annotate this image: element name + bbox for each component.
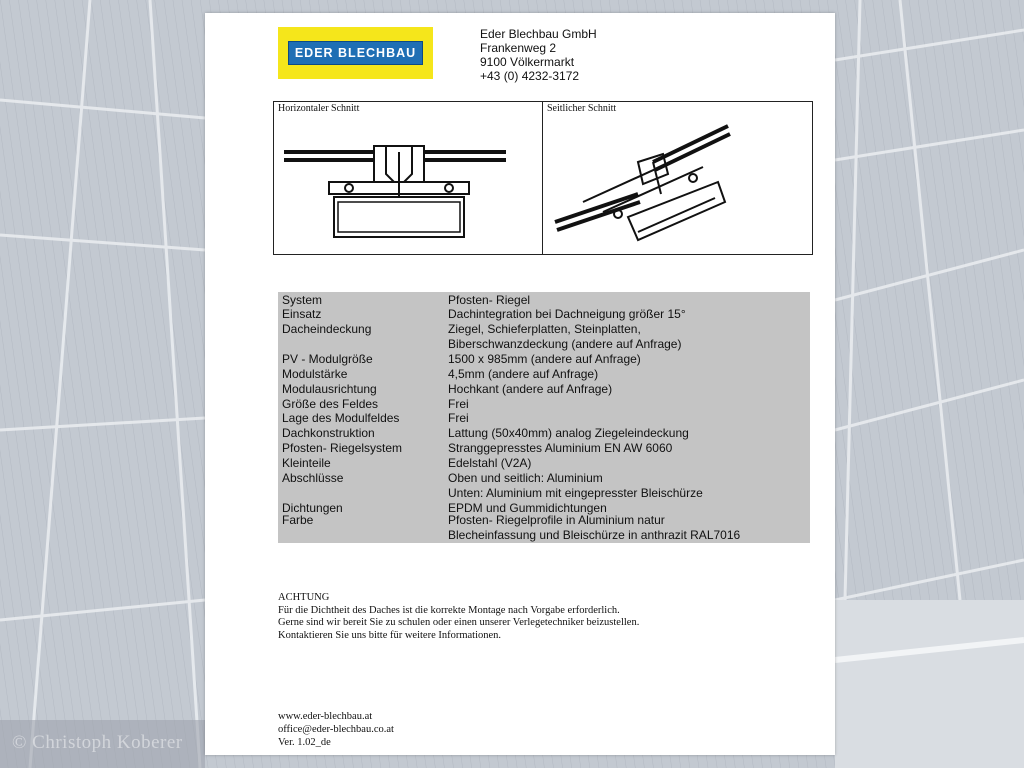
- spec-label: Größe des Feldes: [282, 397, 379, 411]
- spec-value: Dachintegration bei Dachneigung größer 15°: [448, 307, 686, 321]
- notice-line: Gerne sind wir bereit Sie zu schulen oder einen unserer Verlegetechniker beizustellen.: [278, 617, 640, 629]
- company-phone: +43 (0) 4232-3172: [480, 69, 580, 83]
- company-street: Frankenweg 2: [480, 41, 557, 55]
- spec-value: Oben und seitlich: Aluminium: [448, 471, 603, 485]
- spec-value: Pfosten- Riegelprofile in Aluminium natur: [448, 513, 665, 527]
- spec-value: 1500 x 985mm (andere auf Anfrage): [448, 352, 641, 366]
- logo-text: EDER BLECHBAU: [288, 41, 423, 65]
- section-drawings-table: [273, 101, 813, 255]
- spec-label: Dacheindeckung: [282, 322, 372, 336]
- spec-label: Dachkonstruktion: [282, 426, 375, 440]
- spec-value: Stranggepresstes Aluminium EN AW 6060: [448, 441, 673, 455]
- spec-label: Modulausrichtung: [282, 382, 377, 396]
- notice-line: Kontaktieren Sie uns bitte für weitere Informationen.: [278, 629, 502, 641]
- footer-block: [278, 710, 394, 749]
- website-link[interactable]: www.eder-blechbau.at: [278, 711, 373, 722]
- spec-label: Einsatz: [282, 307, 322, 321]
- spec-value: Pfosten- Riegel: [448, 293, 531, 307]
- notice-heading: ACHTUNG: [278, 592, 330, 603]
- spec-value: Ziegel, Schieferplatten, Steinplatten,: [448, 322, 641, 336]
- specification-table: [278, 292, 810, 543]
- spec-value: EPDM und Gummidichtungen: [448, 501, 607, 515]
- side-section-cell: [543, 102, 812, 254]
- spec-value: Edelstahl (V2A): [448, 456, 532, 470]
- spec-label: Abschlüsse: [282, 471, 344, 485]
- spec-label: PV - Modulgröße: [282, 352, 373, 366]
- spec-label: System: [282, 293, 323, 307]
- email-link[interactable]: office@eder-blechbau.co.at: [278, 724, 394, 735]
- side-section-drawing: [543, 102, 812, 254]
- horizontal-section-drawing: [274, 102, 542, 254]
- spec-value: Blecheinfassung und Bleischürze in anthrazit RAL7016: [448, 528, 741, 542]
- company-city: 9100 Völkermarkt: [480, 55, 575, 69]
- notice-block: [278, 592, 639, 642]
- notice-line: Für die Dichtheit des Daches ist die korrekte Montage nach Vorgabe erforderlich.: [278, 604, 620, 616]
- side-section-caption: Seitlicher Schnitt: [547, 103, 617, 114]
- horizontal-section-cell: [274, 102, 543, 254]
- spec-value: Biberschwanzdeckung (andere auf Anfrage): [448, 337, 682, 351]
- spec-value: Lattung (50x40mm) analog Ziegeleindeckung: [448, 426, 689, 440]
- spec-label: Modulstärke: [282, 367, 348, 381]
- spec-value: Frei: [448, 397, 469, 411]
- spec-value: 4,5mm (andere auf Anfrage): [448, 367, 599, 381]
- datasheet-page: [205, 13, 835, 755]
- spec-value: Unten: Aluminium mit eingepresster Bleischürze: [448, 486, 703, 500]
- spec-label: Dichtungen: [282, 501, 343, 515]
- spec-value: Frei: [448, 411, 469, 425]
- version-label: Ver. 1.02_de: [278, 737, 331, 748]
- horizontal-section-caption: Horizontaler Schnitt: [278, 103, 360, 114]
- spec-label: Farbe: [282, 513, 314, 527]
- spec-label: Pfosten- Riegelsystem: [282, 441, 403, 455]
- spec-label: Lage des Modulfeldes: [282, 411, 400, 425]
- spec-value: Hochkant (andere auf Anfrage): [448, 382, 613, 396]
- copyright-watermark: © Christoph Koberer: [12, 732, 183, 753]
- company-address-block: [480, 27, 597, 83]
- spec-label: Kleinteile: [282, 456, 331, 470]
- company-name: Eder Blechbau GmbH: [480, 27, 597, 41]
- company-logo: [278, 27, 433, 79]
